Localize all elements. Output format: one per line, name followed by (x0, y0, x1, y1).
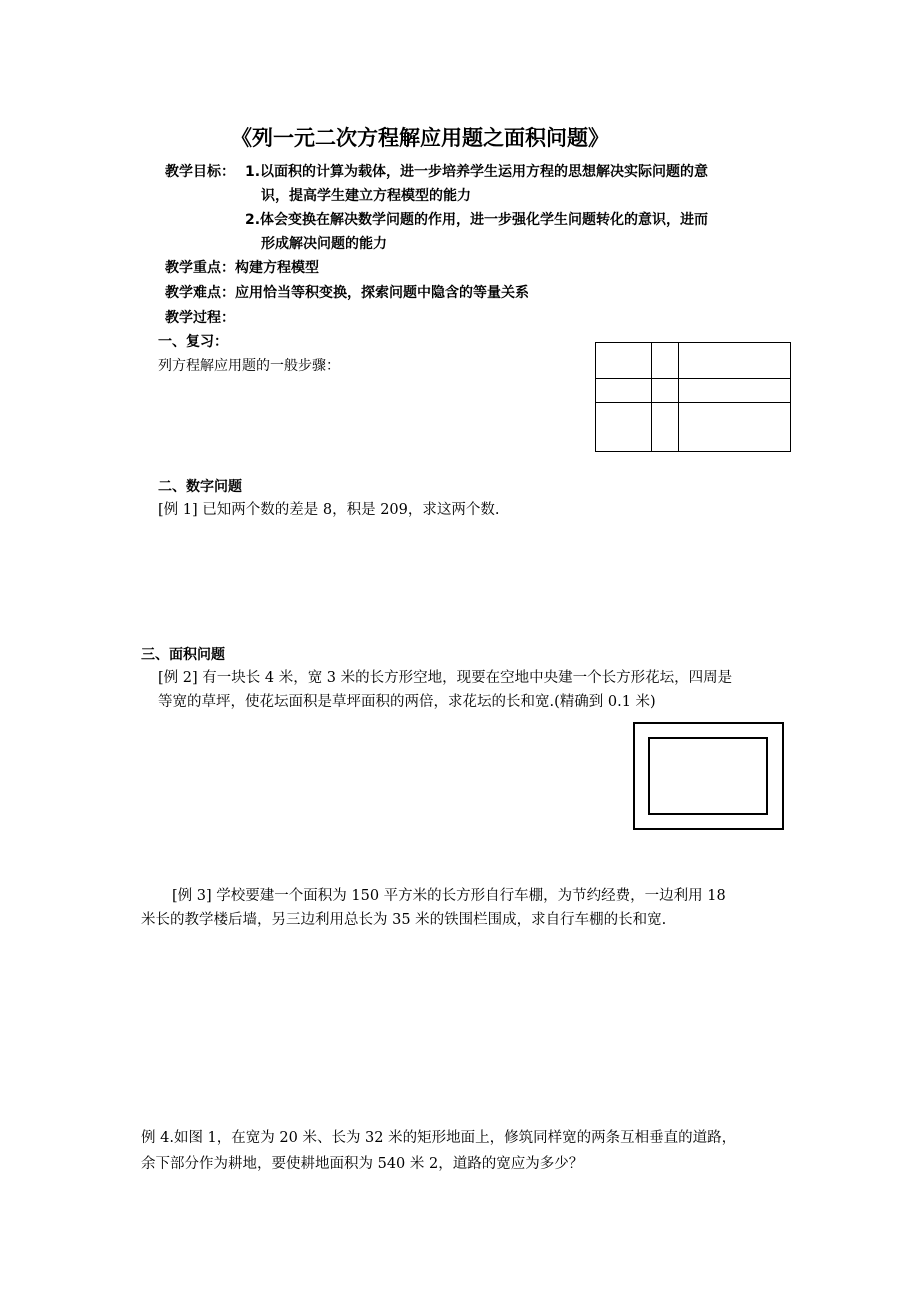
example-2-line-2: 等宽的草坪，使花坛面积是草坪面积的两倍，求花坛的长和宽.(精确到 0.1 米) (158, 694, 656, 710)
section-review-heading: 一、复习： (158, 334, 228, 350)
objective-2-line-1: 2.体会变换在解决数学问题的作用，进一步强化学生问题转化的意识，进而 (245, 212, 709, 228)
example-4-line-2: 余下部分作为耕地，要使耕地面积为 540 米 2，道路的宽应为多少？ (141, 1156, 584, 1172)
table-cell (679, 379, 791, 403)
example-2-line-1: [例 2] 有一块长 4 米，宽 3 米的长方形空地，现要在空地中央建一个长方形花坛，四周是 (158, 670, 733, 686)
process-label: 教学过程： (165, 310, 235, 326)
table-cell (596, 343, 652, 379)
example-1: [例 1] 已知两个数的差是 8，积是 209，求这两个数. (158, 502, 500, 518)
document-title: 《列一元二次方程解应用题之面积问题》 (231, 126, 609, 150)
inner-rectangle (649, 738, 767, 814)
section-number-heading: 二、数字问题 (158, 479, 242, 495)
objective-1-line-1: 1.以面积的计算为载体，进一步培养学生运用方程的思想解决实际问题的意 (245, 164, 709, 180)
flowerbed-diagram (633, 722, 784, 830)
section-area-heading: 三、面积问题 (141, 647, 225, 663)
objective-1-line-2: 识，提高学生建立方程模型的能力 (261, 188, 471, 204)
objectives-label: 教学目标： (165, 164, 235, 180)
table-cell (679, 403, 791, 452)
example-4-line-1: 例 4.如图 1，在宽为 20 米、长为 32 米的矩形地面上，修筑同样宽的两条互相垂直的道路， (141, 1130, 737, 1146)
table-cell (596, 403, 652, 452)
difficulty: 教学难点：应用恰当等积变换，探索问题中隐含的等量关系 (165, 285, 529, 301)
key-point: 教学重点：构建方程模型 (165, 260, 319, 276)
objective-2-line-2: 形成解决问题的能力 (261, 236, 387, 252)
example-3-line-1: [例 3] 学校要建一个面积为 150 平方米的长方形自行车棚，为节约经费，一边利用 18 (172, 888, 726, 904)
table-cell (652, 343, 679, 379)
table-cell (652, 403, 679, 452)
table-cell (652, 379, 679, 403)
table-cell (596, 379, 652, 403)
review-text: 列方程解应用题的一般步骤： (158, 358, 340, 374)
review-steps-table (595, 342, 791, 452)
example-3-line-2: 米长的教学楼后墙，另三边利用总长为 35 米的铁围栏围成，求自行车棚的长和宽. (141, 912, 667, 928)
table-cell (679, 343, 791, 379)
